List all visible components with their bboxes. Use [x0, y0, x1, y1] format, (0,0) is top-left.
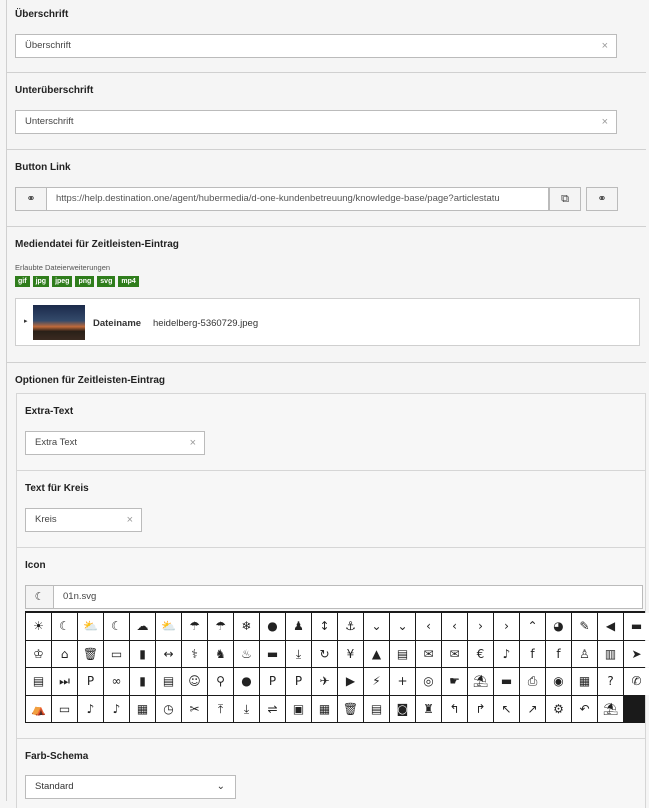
- icon-option[interactable]: ⤓: [234, 696, 259, 723]
- icon-option[interactable]: ⌂: [52, 641, 77, 668]
- divider: [6, 72, 646, 73]
- icon-option[interactable]: ⤓: [286, 641, 311, 668]
- color-scheme-value: Standard: [35, 781, 74, 792]
- icon-option[interactable]: ⎙: [520, 668, 545, 695]
- extra-text-label: Extra-Text: [25, 406, 74, 417]
- icon-option[interactable]: ↶: [572, 696, 597, 723]
- icon-option[interactable]: ↔: [156, 641, 181, 668]
- button-link-label: Button Link: [15, 162, 71, 173]
- icon-option[interactable]: ☺: [182, 668, 207, 695]
- icon-option[interactable]: ♟: [286, 613, 311, 640]
- icon-option[interactable]: ☛: [442, 668, 467, 695]
- icon-option[interactable]: ❄: [234, 613, 259, 640]
- icon-option[interactable]: ◙: [390, 696, 415, 723]
- icon-option[interactable]: ▦: [312, 696, 337, 723]
- icon-option[interactable]: ◕: [546, 613, 571, 640]
- icon-option[interactable]: ▲: [364, 641, 389, 668]
- icon-option[interactable]: ⇌: [260, 696, 285, 723]
- icon-option[interactable]: ▤: [26, 668, 51, 695]
- icon-option[interactable]: ⛱: [468, 668, 493, 695]
- circle-text-input[interactable]: [25, 508, 142, 532]
- icon-option[interactable]: P: [78, 668, 103, 695]
- icon-option[interactable]: ◉: [546, 668, 571, 695]
- circle-text-label: Text für Kreis: [25, 483, 89, 494]
- icon-option[interactable]: ⛅: [156, 613, 181, 640]
- extra-text-value: Extra Text: [35, 437, 78, 448]
- icon-option[interactable]: ↰: [442, 696, 467, 723]
- icon-option[interactable]: ▬: [624, 613, 649, 640]
- clear-icon[interactable]: ×: [126, 514, 133, 526]
- icon-option[interactable]: ✎: [572, 613, 597, 640]
- icon-option[interactable]: ⛺: [26, 696, 51, 723]
- icon-option[interactable]: ⚓: [338, 613, 363, 640]
- icon-option[interactable]: ♨: [234, 641, 259, 668]
- allowed-extensions-label: Erlaubte Dateierweiterungen: [15, 263, 111, 272]
- options-label: Optionen für Zeitleisten-Eintrag: [15, 375, 166, 386]
- link-icon: ⚭: [15, 187, 47, 211]
- icon-option[interactable]: ☁: [130, 613, 155, 640]
- icon-option[interactable]: ⚲: [208, 668, 233, 695]
- extension-badge: png: [75, 276, 94, 287]
- icon-option[interactable]: ▤: [156, 668, 181, 695]
- chevron-down-icon: ⌄: [216, 781, 225, 792]
- icon-option[interactable]: ∞: [104, 668, 129, 695]
- icon-option[interactable]: ↱: [468, 696, 493, 723]
- divider: [6, 149, 646, 150]
- extra-text-input[interactable]: [25, 431, 205, 455]
- icon-option[interactable]: ◎: [416, 668, 441, 695]
- icon-option[interactable]: ♪: [104, 696, 129, 723]
- extension-badge: svg: [97, 276, 115, 287]
- icon-option[interactable]: ♪: [494, 641, 519, 668]
- icon-option[interactable]: ▮: [130, 641, 155, 668]
- icon-option[interactable]: ➤: [624, 641, 649, 668]
- icon-option[interactable]: ☂: [182, 613, 207, 640]
- icon-option[interactable]: ⛱: [598, 696, 623, 723]
- icon-option[interactable]: ▦: [572, 668, 597, 695]
- icon-option[interactable]: ✂: [182, 696, 207, 723]
- icon-option[interactable]: 🗑: [78, 641, 103, 668]
- icon-option[interactable]: ↕: [312, 613, 337, 640]
- icon-option[interactable]: +: [390, 668, 415, 695]
- icon-option[interactable]: ☾: [104, 613, 129, 640]
- icon-option[interactable]: ↻: [312, 641, 337, 668]
- icon-option[interactable]: ›: [468, 613, 493, 640]
- icon-option[interactable]: ▬: [260, 641, 285, 668]
- icon-option[interactable]: 🗑: [338, 696, 363, 723]
- icon-option[interactable]: ▦: [130, 696, 155, 723]
- color-scheme-select[interactable]: [25, 775, 236, 799]
- divider: [6, 362, 646, 363]
- icon-option[interactable]: ✉: [442, 641, 467, 668]
- icon-option[interactable]: ♜: [416, 696, 441, 723]
- file-reference-card[interactable]: [15, 298, 640, 346]
- icon-option[interactable]: ◀: [598, 613, 623, 640]
- subheadline-label: Unterüberschrift: [15, 85, 94, 96]
- file-name-value: heidelberg-5360729.jpeg: [153, 318, 259, 329]
- icon-option[interactable]: ☂: [208, 613, 233, 640]
- headline-label: Überschrift: [15, 9, 69, 20]
- icon-option[interactable]: ▥: [598, 641, 623, 668]
- file-thumbnail: [33, 305, 85, 340]
- icon-option[interactable]: ?: [598, 668, 623, 695]
- circle-text-value: Kreis: [35, 514, 57, 525]
- file-name-label: Dateiname: [93, 318, 142, 329]
- icon-option[interactable]: ⛅: [78, 613, 103, 640]
- icon-option[interactable]: ▭: [52, 696, 77, 723]
- icon-picker-grid: [25, 611, 645, 723]
- button-link-input[interactable]: [46, 187, 549, 211]
- icon-option[interactable]: ▤: [390, 641, 415, 668]
- icon-option[interactable]: ↖: [494, 696, 519, 723]
- left-border: [6, 0, 7, 801]
- icon-option[interactable]: ‹: [442, 613, 467, 640]
- extension-badge: jpeg: [52, 276, 72, 287]
- button-link-url: https://help.destination.one/agent/hubermedia/d-one-kundenbetreuung/knowledge-base/page?articlestatu: [56, 193, 500, 204]
- icon-option[interactable]: ⌄: [364, 613, 389, 640]
- extension-badge: mp4: [118, 276, 138, 287]
- icon-option[interactable]: f: [520, 641, 545, 668]
- divider: [6, 226, 646, 227]
- link-wizard-button[interactable]: ⚭: [586, 187, 618, 211]
- extension-badge: jpg: [33, 276, 50, 287]
- extension-badges: [15, 275, 142, 287]
- icon-label: Icon: [25, 560, 46, 571]
- icon-option[interactable]: €: [468, 641, 493, 668]
- headline-input[interactable]: [15, 34, 617, 58]
- icon-value: 01n.svg: [63, 591, 97, 602]
- icon-option[interactable]: ♔: [26, 641, 51, 668]
- clear-icon[interactable]: ×: [601, 40, 608, 52]
- icon-option[interactable]: ⚕: [182, 641, 207, 668]
- icon-option[interactable]: P: [286, 668, 311, 695]
- link-browser-icon[interactable]: ⧉: [549, 187, 581, 211]
- icon-option[interactable]: ✉: [416, 641, 441, 668]
- headline-value: Überschrift: [25, 40, 71, 51]
- moon-icon: ☾: [25, 585, 54, 609]
- color-scheme-label: Farb-Schema: [25, 751, 89, 762]
- icon-option[interactable]: ▬: [494, 668, 519, 695]
- icon-option[interactable]: ⏭: [52, 668, 77, 695]
- icon-option[interactable]: f: [546, 641, 571, 668]
- icon-option[interactable]: ⚡: [364, 668, 389, 695]
- subheadline-value: Unterschrift: [25, 116, 74, 127]
- icon-option[interactable]: ⤒: [208, 696, 233, 723]
- icon-option[interactable]: ⚙: [546, 696, 571, 723]
- icon-option[interactable]: ♞: [208, 641, 233, 668]
- icon-option[interactable]: ▤: [364, 696, 389, 723]
- icon-option[interactable]: ☾: [52, 613, 77, 640]
- icon-option[interactable]: ✈: [312, 668, 337, 695]
- icon-option[interactable]: ⌃: [520, 613, 545, 640]
- icon-option[interactable]: ▮: [130, 668, 155, 695]
- icon-option[interactable]: ‹: [416, 613, 441, 640]
- icon-option[interactable]: P: [260, 668, 285, 695]
- icon-option[interactable]: ›: [494, 613, 519, 640]
- icon-option[interactable]: ♙: [572, 641, 597, 668]
- icon-option[interactable]: ▶: [338, 668, 363, 695]
- icon-option[interactable]: ☀: [26, 613, 51, 640]
- icon-option[interactable]: ●: [234, 668, 259, 695]
- icon-option[interactable]: ▭: [104, 641, 129, 668]
- icon-option[interactable]: ⌄: [390, 613, 415, 640]
- clear-icon[interactable]: ×: [189, 437, 196, 449]
- icon-option[interactable]: ◷: [156, 696, 181, 723]
- extension-badge: gif: [15, 276, 30, 287]
- icon-option[interactable]: ♪: [78, 696, 103, 723]
- icon-option[interactable]: ✆: [624, 668, 649, 695]
- icon-value-input[interactable]: [53, 585, 643, 609]
- icon-option[interactable]: ¥: [338, 641, 363, 668]
- icon-option[interactable]: ●: [260, 613, 285, 640]
- expand-caret-icon[interactable]: ▸: [24, 318, 28, 325]
- subheadline-input[interactable]: [15, 110, 617, 134]
- icon-option[interactable]: ↗: [520, 696, 545, 723]
- clear-icon[interactable]: ×: [601, 116, 608, 128]
- icon-option[interactable]: ▣: [286, 696, 311, 723]
- media-label: Mediendatei für Zeitleisten-Eintrag: [15, 239, 179, 250]
